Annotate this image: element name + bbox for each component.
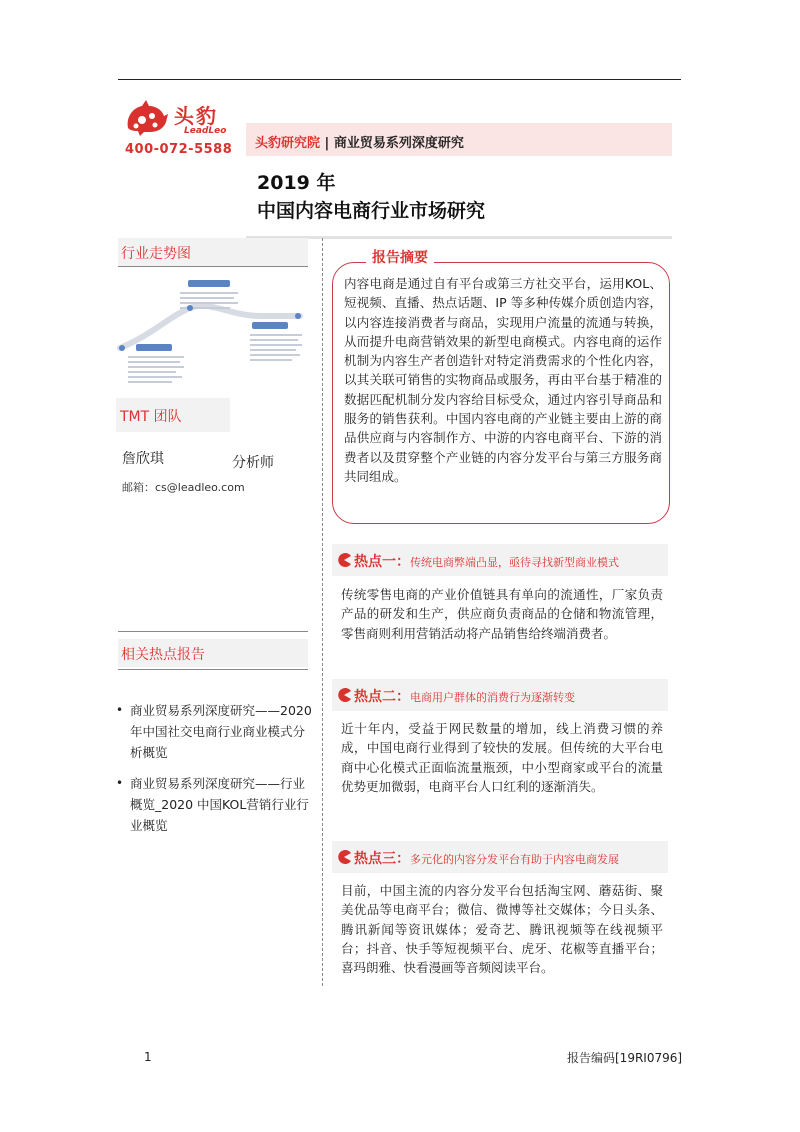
pacman-bullet-icon	[336, 687, 352, 703]
related-heading-box	[118, 639, 308, 667]
column-divider	[322, 238, 323, 986]
trend-heading: 行业走势图	[121, 246, 191, 262]
hot-topic-3-band	[332, 841, 668, 873]
hot-topic-1-subtitle: 传统电商弊端凸显，亟待寻找新型商业模式	[410, 556, 619, 569]
hot-topic-2-subtitle: 电商用户群体的消费行为逐渐转变	[410, 691, 575, 704]
related-report-item[interactable]	[116, 773, 316, 836]
hot-topic-3-text: 目前，中国主流的内容分发平台包括淘宝网、蘑菇街、聚美优品等电商平台；微信、微博等社交媒体；今日头条、腾讯新闻等资讯媒体；爱奇艺、腾讯视频等在线视频平台；抖音、快手等短视频平台、虎牙、花椒等直播平台；喜玛朗雅、快看漫画等音频阅读平台。	[341, 883, 663, 976]
page-number: 1	[144, 1050, 152, 1064]
bullet-icon: •	[116, 703, 124, 717]
hot-topic-1-band	[332, 544, 668, 576]
institute-name: 头豹研究院	[255, 136, 321, 151]
abstract-label: 报告摘要	[366, 247, 434, 267]
hot-topic-3-subtitle: 多元化的内容分发平台有助于内容电商发展	[410, 853, 619, 866]
related-report-list	[116, 700, 316, 846]
team-heading: TMT 团队	[120, 409, 182, 425]
hot-topic-2-text: 近十年内，受益于网民数量的增加，线上消费习惯的养成，中国电商行业得到了较快的发展。但传统的大平台电商中心化模式正面临流量瓶颈，中小型商家或平台的流量优势更加微弱，电商平台人口红利的逐渐消失。	[341, 721, 663, 794]
report-title-year: 2019 年	[257, 172, 336, 194]
related-heading-rule	[118, 669, 308, 670]
hot-topic-1-text: 传统零售电商的产业价值链具有单向的流通性，厂家负责产品的研发和生产，供应商负责商品的仓储和物流管理，零售商则利用营销活动将产品销售给终端消费者。	[341, 587, 663, 641]
related-report-title: 商业贸易系列深度研究——行业概览_2020 中国KOL营销行业行业概览	[130, 776, 309, 833]
related-report-item[interactable]	[116, 700, 316, 763]
analyst-name: 詹欣琪	[122, 451, 164, 467]
report-title: 中国内容电商行业市场研究	[257, 200, 486, 222]
brand-logo	[122, 96, 232, 140]
brand-en-name: LeadLeo	[184, 126, 227, 136]
trend-heading-box	[118, 238, 308, 266]
related-heading: 相关热点报告	[121, 647, 205, 663]
series-separator: |	[324, 136, 330, 151]
hot-topic-3-title	[354, 848, 619, 868]
trend-heading-rule	[118, 266, 308, 267]
industry-trend-graphic	[110, 276, 310, 391]
brand-cn-name: 头豹	[174, 104, 218, 128]
hot-topic-3-label: 热点三：	[354, 851, 410, 867]
hot-topic-2-title	[354, 686, 575, 706]
related-top-rule	[118, 631, 308, 632]
hot-topic-2-label: 热点二：	[354, 689, 410, 705]
hot-topic-2-band	[332, 679, 668, 711]
pacman-bullet-icon	[336, 552, 352, 568]
related-report-title: 商业贸易系列深度研究——2020 年中国社交电商行业商业模式分析概览	[130, 703, 312, 760]
series-line	[255, 132, 464, 151]
report-code: 报告编码[19RI0796]	[567, 1051, 683, 1065]
analyst-email[interactable]: 邮箱：cs@leadleo.com	[122, 481, 245, 494]
top-rule	[118, 79, 681, 80]
team-heading-box	[116, 398, 230, 432]
hot-topic-1-title	[354, 551, 619, 571]
series-name: 商业贸易系列深度研究	[333, 136, 464, 151]
leopard-logo-icon	[122, 98, 170, 136]
analyst-role: 分析师	[232, 455, 274, 471]
pacman-bullet-icon	[336, 849, 352, 865]
brand-phone: 400-072-5588	[125, 142, 233, 157]
hot-topic-1-label: 热点一：	[354, 554, 410, 570]
title-rule	[246, 236, 672, 239]
bullet-icon: •	[116, 776, 124, 790]
abstract-text: 内容电商是通过自有平台或第三方社交平台，运用KOL、短视频、直播、热点话题、IP 等多种传媒介质创造内容，以内容连接消费者与商品，实现用户流量的流通与转换，从而提升电商营销效果的新型电商模式。内容电商的运作机制为内容生产者创造针对特定消费需求的个性化内容，以其关联可销售的实物商品或服务，再由平台基于精准的数据匹配机制分发内容给目标受众，通过内容引导商品和服务的销售获利。中国内容电商的产业链主要由上游的商品供应商与内容制作方、中游的内容电商平台、下游的消费者以及贯穿整个产业链的内容分发平台与第三方服务商共同组成。	[344, 276, 662, 484]
